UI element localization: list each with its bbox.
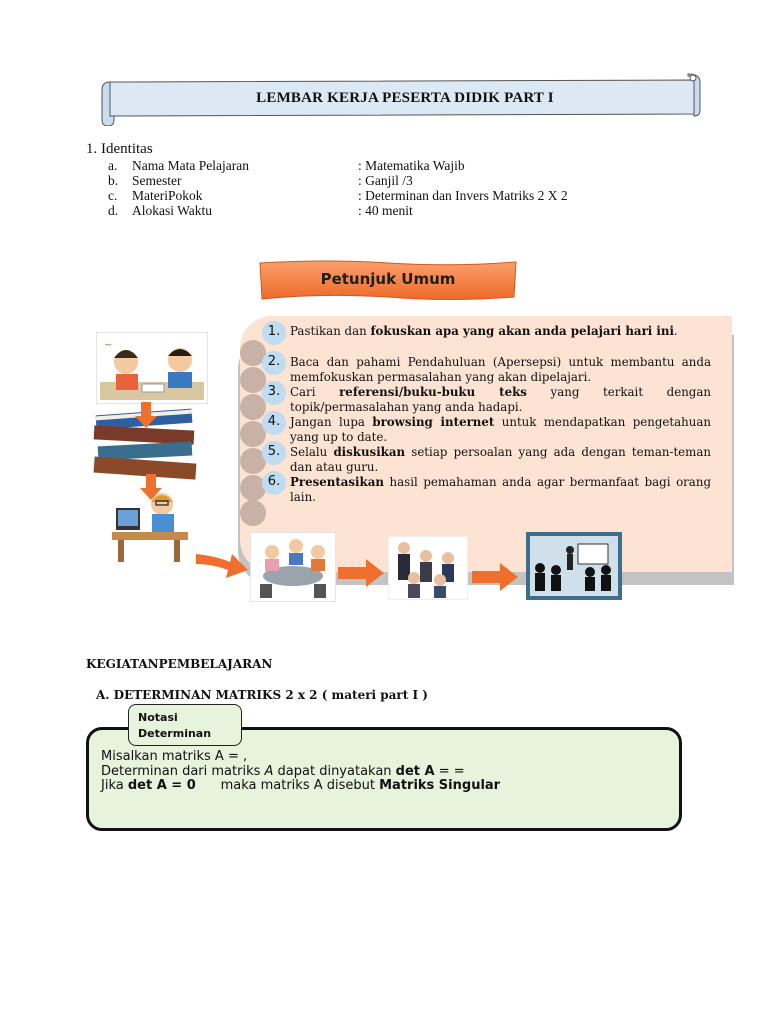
step-text-post: . (673, 324, 678, 338)
step-text-5 (290, 445, 711, 475)
arrow-down-icon (140, 474, 162, 500)
row-letter: c. (108, 188, 118, 203)
doodle-mark: ~ (104, 340, 113, 351)
step-text-3 (290, 385, 711, 415)
row-letter: d. (108, 203, 119, 218)
line2-mid: dapat dinyatakan (273, 764, 396, 779)
step-number-3: 3. (262, 381, 286, 405)
row-value: : Matematika Wajib (358, 158, 465, 173)
worksheet-title: LEMBAR KERJA PESERTA DIDIK PART I (256, 90, 554, 106)
arrow-right-icon (196, 548, 248, 580)
row-label: Nama Mata Pelajaran (132, 158, 249, 173)
step-number-2: 2. (262, 351, 286, 375)
step-text-post: setiap persoalan yang ada dengan teman-teman dan atau guru. (290, 445, 711, 474)
step-text-post: untuk mendapatkan pengetahuan yang up to date. (290, 415, 711, 444)
petunjuk-umum-title: Petunjuk Umum (320, 270, 456, 288)
notasi-line-2 (101, 764, 465, 779)
step-text-bold: referensi/buku-buku teks (339, 385, 527, 399)
row-value: : Determinan dan Invers Matriks 2 X 2 (358, 188, 568, 203)
arrow-right-icon (338, 558, 384, 588)
step-text-pre: Pastikan dan (290, 324, 371, 338)
notasi-label-line1: Notasi (138, 711, 178, 724)
step-text-6 (290, 475, 711, 505)
step-text-post: yang terkait dengan topik/permasalahan yang anda hadapi. (290, 385, 711, 414)
step-number-1: 1. (262, 321, 286, 345)
step-text-pre: Baca dan pahami Pendahuluan (Apersepsi) untuk membantu anda memfokuskan permasalahan yang akan dipelajari. (290, 355, 711, 384)
panel-bullet-dot (240, 500, 266, 526)
arrow-down-icon (135, 402, 157, 428)
row-label: MateriPokok (132, 188, 203, 203)
line3-pre: Jika (101, 778, 128, 793)
identitas-row-c (108, 188, 568, 203)
step-text-bold: browsing internet (372, 415, 495, 429)
line2-pre: Determinan dari matriks (101, 764, 265, 779)
line2-post: = = (434, 764, 465, 779)
line3-mid: maka matriks A disebut (195, 778, 380, 793)
row-value: : 40 menit (358, 203, 413, 218)
step-text-bold: diskusikan (333, 445, 406, 459)
row-label: Semester (132, 173, 182, 188)
line3-bold2: Matriks Singular (379, 778, 501, 793)
notasi-line-1: Misalkan matriks A = , (101, 749, 248, 764)
row-letter: b. (108, 173, 119, 188)
step-text-pre: Selalu (290, 445, 334, 459)
step-text-bold: fokuskan apa yang akan anda pelajari hari ini (370, 324, 674, 338)
step-number-6: 6. (262, 471, 286, 495)
presentation-illustration (526, 532, 622, 600)
identitas-row-b (108, 173, 413, 188)
section-a-heading: A. DETERMINAN MATRIKS 2 x 2 ( materi part I ) (96, 688, 428, 702)
line3-bold: det A = 0 (127, 778, 196, 793)
row-value: : Ganjil /3 (358, 173, 413, 188)
students-studying-illustration (96, 332, 208, 404)
notasi-tab-label (138, 710, 238, 742)
row-label: Alokasi Waktu (132, 203, 213, 218)
step-text-bold: Presentasikan (290, 475, 384, 489)
step-text-2 (290, 355, 711, 385)
line2-bold: det A (395, 764, 435, 779)
identitas-row-d (108, 203, 413, 218)
step-text-4 (290, 415, 711, 445)
step-number-4: 4. (262, 411, 286, 435)
line2-var: A (264, 764, 274, 779)
notasi-label-line2: Determinan (138, 727, 212, 740)
step-number-5: 5. (262, 441, 286, 465)
step-text-post: hasil pemahaman anda agar bermanfaat bagi orang lain. (290, 475, 711, 504)
arrow-right-icon (472, 562, 518, 592)
row-letter: a. (108, 158, 118, 173)
notasi-line-3 (101, 778, 500, 793)
kegiatan-heading: KEGIATANPEMBELAJARAN (86, 657, 273, 671)
business-team-illustration (388, 536, 468, 600)
step-text-pre: Cari (290, 385, 340, 399)
step-text-1 (290, 324, 711, 339)
identitas-row-a (108, 158, 465, 173)
step-text-pre: Jangan lupa (290, 415, 373, 429)
group-discussion-illustration (250, 532, 336, 602)
identitas-heading: 1. Identitas (86, 141, 153, 157)
